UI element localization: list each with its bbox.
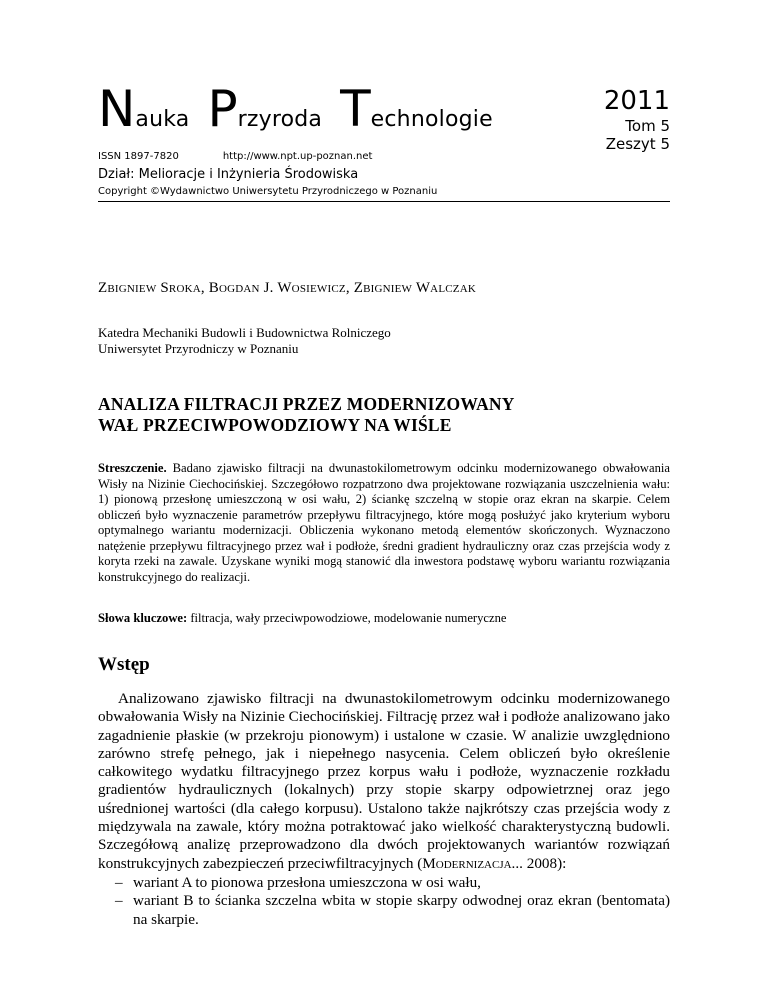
copyright: Copyright ©Wydawnictwo Uniwersytetu Przyrodniczego w Poznaniu — [98, 186, 438, 197]
keywords-text: filtracja, wały przeciwpowodziowe, modelowanie numeryczne — [187, 611, 507, 625]
journal-initial-t: T — [340, 80, 371, 138]
keywords-label: Słowa kluczowe: — [98, 611, 188, 625]
journal-volume: Tom 5 — [625, 117, 670, 135]
list-dash: – — [115, 892, 123, 910]
header-divider — [98, 201, 670, 202]
intro-text-end: ... 2008): — [511, 854, 567, 872]
journal-word-przyroda: rzyroda — [237, 107, 323, 132]
keywords — [98, 611, 506, 626]
affiliation-line-2: Uniwersytet Przyrodniczy w Poznaniu — [98, 341, 299, 356]
variant-list — [98, 874, 670, 929]
issn: ISSN 1897-7820 — [98, 151, 179, 162]
list-item — [98, 892, 670, 929]
journal-initial-n: N — [98, 80, 136, 138]
list-dash: – — [115, 874, 123, 891]
abstract-text: Badano zjawisko filtracji na dwunastokilometrowym odcinku modernizowanego obwałowania Wisły na Nizinie Ciechocińskiej. Szczegółowo rozpatrzono dwa projektowane rozwiązania uszczelnienia wału: 1) pionową przesłonę umieszczoną w osi wału, 2) ściankę szczelną w stopie oraz ekran na skarpie. Celem obliczeń było wyznaczenie parametrów przepływu filtracyjnego, które mogą posłużyć jako kryterium wyboru optymalnego wariantu modernizacji. Obliczenia wykonano metodą elementów skończonych. Wyznaczono natężenie przepływu filtracyjnego przez wał i podłoże, średni gradient hydrauliczny oraz czas przejścia wody z koryta rzeki na zawale. Uzyskane wyniki mogą stanowić dla inwestora podstawę wyboru wariantu rozwiązania konstrukcyjnego do realizacji. — [98, 461, 670, 584]
list-item-text: wariant B to ścianka szczelna wbita w stopie skarpy odwodnej oraz ekran (bentomata) na skarpie. — [133, 892, 670, 928]
list-item — [98, 874, 670, 892]
journal-url[interactable]: http://www.npt.up-poznan.net — [222, 151, 373, 162]
article-title — [98, 394, 515, 436]
intro-citation: Modernizacja — [422, 854, 512, 872]
affiliation — [98, 325, 391, 357]
intro-paragraph — [98, 690, 670, 873]
list-item-text: wariant A to pionowa przesłona umieszczona w osi wału, — [133, 874, 481, 891]
issn-line — [98, 151, 372, 162]
abstract-label: Streszczenie. — [98, 461, 167, 475]
intro-text: Analizowano zjawisko filtracji na dwunastokilometrowym odcinku modernizowanego obwałowania Wisły na Nizinie Ciechocińskiej. Filtrację przez wał i podłoże analizowano jako zagadnienie płaskie (w przekroju pionowym) i ustalone w czasie. W analizie uwzględniono zarówno strefę pełnego, jak i niepełnego nasycenia. Celem obliczeń było określenie całkowitego wydatku filtracyjnego przez korpus wału i podłoże, wyznaczenie rozkładu gradientów hydraulicznych (lokalnych) przy stopie skarpy odpowietrznej oraz jego uśrednionej wartości (dla całego korpusu). Ustalono także najkrótszy czas przejścia wody z międzywala na zawale, który można potraktować jako wielkość charakterystyczną budowli. Szczegółową analizę przeprowadzono dla dwóch projektowanych wariantów rozwiązań konstrukcyjnych zabezpieczeń przeciwfiltracyjnych ( — [98, 690, 670, 872]
article-title-line-1: ANALIZA FILTRACJI PRZEZ MODERNIZOWANY — [98, 394, 515, 414]
journal-issue: Zeszyt 5 — [605, 135, 670, 153]
journal-word-technologie: echnologie — [370, 107, 493, 132]
authors: Zbigniew Sroka, Bogdan J. Wosiewicz, Zbigniew Walczak — [98, 280, 476, 296]
journal-year: 2011 — [603, 86, 670, 116]
department: Dział: Melioracje i Inżynieria Środowiska — [98, 167, 359, 182]
section-heading: Wstęp — [98, 654, 150, 675]
journal-initial-p: P — [207, 80, 238, 138]
journal-volume-issue — [606, 117, 670, 153]
article-title-line-2: WAŁ PRZECIWPOWODZIOWY NA WIŚLE — [98, 415, 452, 435]
abstract — [98, 461, 670, 585]
journal-name — [98, 80, 493, 138]
affiliation-line-1: Katedra Mechaniki Budowli i Budownictwa Rolniczego — [98, 325, 391, 340]
journal-word-nauka: auka — [135, 107, 190, 132]
